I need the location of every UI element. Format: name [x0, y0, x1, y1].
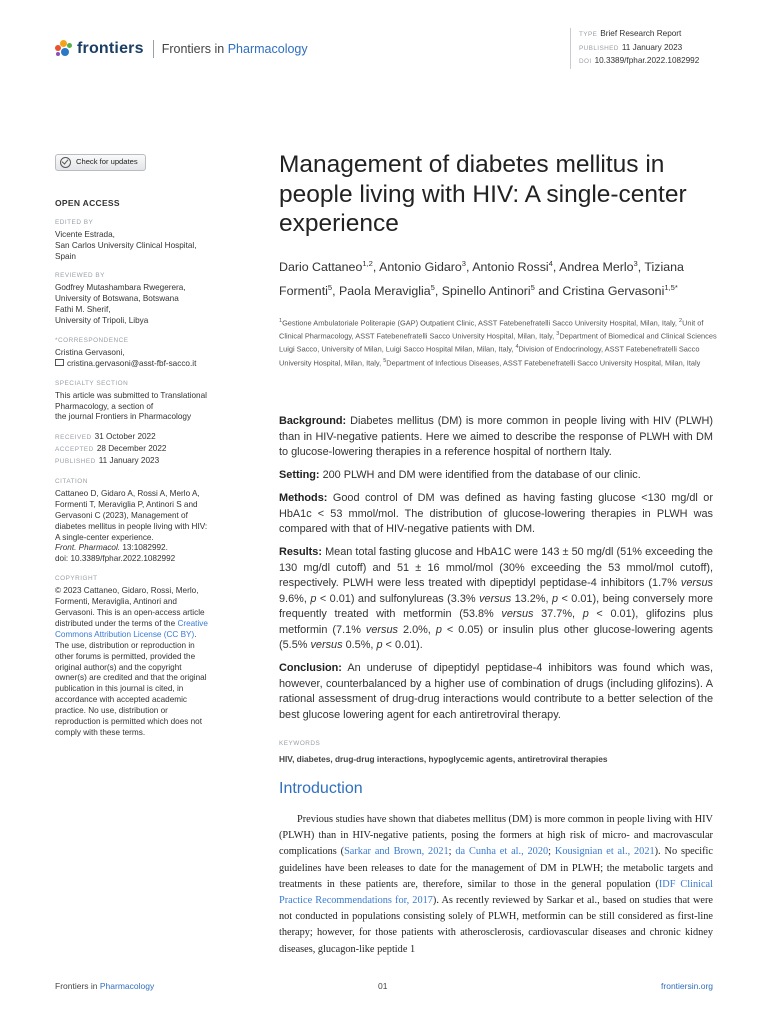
keywords-label: KEYWORDS	[279, 740, 321, 747]
abstract-methods: Methods: Good control of DM was defined as having fasting glucose <130 mg/dl or HbA1c < 53 mmol/mol. The distribution of glucose-lowering therapies in PLWH was compared with that of HIV-negative patients with DM.	[279, 492, 713, 535]
citation-doi[interactable]: doi: 10.3389/fphar.2022.1082992	[55, 554, 176, 564]
affiliation-text: Gestione Ambulatoriale Politerapie (GAP) Outpatient Clinic, ASST Fatebenefratelli Sacco University Hospital, Milan, Italy,	[282, 318, 680, 328]
frontiers-logo-icon	[55, 40, 73, 58]
section-heading-introduction: Introduction	[279, 780, 363, 797]
author-name[interactable]: Paola Meraviglia	[339, 283, 431, 298]
specialty-section: SPECIALTY SECTION This article was submitted to Translational Pharmacology, a section of the journal Frontiers in Pharmacology	[55, 379, 207, 422]
cc-license-link[interactable]: Creative	[177, 618, 208, 628]
journal-header	[55, 38, 308, 60]
article-title: Management of diabetes mellitus in people living with HIV: A single-center experience	[279, 151, 687, 237]
author-affiliation-mark: 4	[548, 259, 553, 268]
check-updates-icon	[60, 157, 71, 168]
affiliation-text: Department of Infectious Diseases, ASST Fatebenefratelli Sacco University Hospital, Milan, Italy	[386, 357, 701, 367]
author-name[interactable]: Tiziana Formenti	[279, 260, 684, 298]
keywords: HIV, diabetes, drug-drug interactions, hypoglycemic agents, antiretroviral therapies	[279, 754, 608, 764]
dates-section: RECEIVED 31 October 2022 ACCEPTED 28 December 2022 PUBLISHED 11 January 2023	[55, 432, 167, 466]
abstract	[279, 414, 713, 731]
author-affiliation-mark: 3	[461, 259, 467, 268]
article-meta: TYPE Brief Research Report PUBLISHED 11 January 2023 DOI 10.3389/fphar.2022.1082992	[570, 28, 699, 69]
open-access-label: OPEN ACCESS	[55, 197, 120, 208]
page-number: 01	[378, 981, 388, 991]
abstract-background: Background: Diabetes mellitus (DM) is more common in people living with HIV (PLWH) than in HIV-negative patients. Here we aimed to describe the response of PLWH with DM to glucose-lowering therapies in a reference hospital of northern Italy.	[279, 415, 713, 458]
citation-section: CITATION Cattaneo D, Gidaro A, Rossi A, Merlo A, Formenti T, Meraviglia P, Antinori S and Gervasoni C (2023), Management of diabetes mellitus in people living with HIV: A single-center experience. Front. Pharmacol. 13:1082992. doi: 10.3389/fphar.2022.1082992	[55, 477, 233, 565]
author-name[interactable]: Antonio Rossi	[472, 260, 549, 275]
author-name[interactable]: Dario Cattaneo	[279, 260, 363, 275]
author-affiliation-mark: 3	[633, 259, 638, 268]
reference-link[interactable]: IDF Clinical Practice Recommendations for, 2017	[279, 878, 713, 907]
affiliations: $^1$Gestione Ambulatoriale Politerapie (GAP) Outpatient Clinic, ASST Fatebenefratelli Sacco University Hospital, Milan, Italy, $^2$Unit of Clinical Pharmacology, ASST Fatebenefratelli Sacco University Hospital, Milan, Italy, $^3$Department of Biomedical and Clinical Sciences Luigi Sacco, University of Milan, Luigi Sacco Hospital Milan, Milan, Italy, $^4$Division of Endocrinology, ASST Fatebenefratelli Sacco University Hospital, Milan, Italy, $^5$Department of Infectious Diseases, ASST Fatebenefratelli Sacco University Hospital, Milan, Italy	[279, 318, 717, 367]
author-name[interactable]: Cristina Gervasoni	[562, 283, 665, 298]
reference-link[interactable]: Kousignian et al., 2021	[554, 846, 655, 858]
correspondence-email[interactable]: cristina.gervasoni@asst-fbf-sacco.it	[67, 358, 197, 368]
journal-title[interactable]: Frontiers in Pharmacology	[161, 42, 308, 56]
brand-name[interactable]: frontiers	[77, 40, 144, 57]
footer-site-link[interactable]: frontiersin.org	[661, 981, 713, 991]
footer-journal[interactable]: Frontiers in Pharmacology	[55, 981, 155, 991]
copyright-section: COPYRIGHT © 2023 Cattaneo, Gidaro, Rossi, Merlo, Formenti, Meraviglia, Antinori and Gervasoni. This is an open-access article distributed under the terms of the Creative Commons Attribution License (CC BY). The use, distribution or reproduction in other forums is permitted, provided the original author(s) and the copyright owner(s) are credited and that the original publication in this journal is cited, in accordance with accepted academic practice. No use, distribution or reproduction is permitted which does not comply with these terms.	[55, 575, 208, 737]
author-affiliation-mark: 5	[430, 282, 435, 292]
reference-link[interactable]: da Cunha et al., 2020	[455, 846, 549, 858]
header-divider	[153, 40, 154, 58]
doi-link[interactable]: 10.3389/fphar.2022.1082992	[594, 56, 700, 65]
cc-license-link-2[interactable]: Commons Attribution License (CC BY)	[55, 629, 195, 639]
sidebar	[55, 154, 233, 739]
author-affiliation-mark: 5	[327, 282, 333, 292]
published-date: 11 January 2023	[621, 42, 683, 52]
author-name[interactable]: Antonio Gidaro	[379, 260, 462, 275]
mail-icon	[55, 359, 64, 366]
correspondence-section: *CORRESPONDENCE Cristina Gervasoni, cristina.gervasoni@asst-fbf-sacco.it	[55, 336, 197, 368]
affiliation-text: Unit of Clinical Pharmacology, ASST Fatebenefratelli Sacco University Hospital, Milan, Italy,	[279, 318, 704, 341]
author-affiliation-mark: 1,5*	[664, 282, 678, 292]
introduction-body: Previous studies have shown that diabetes mellitus (DM) is more common in people living with HIV (PLWH) than in HIV-negative patients, posing the formers at high risk of micro- and macrovascular complications (Sarkar and Brown, 2021; da Cunha et al., 2020; Kousignian et al., 2021). No specific guidelines have been releases to date for the management of DM in PLWH; the metabolic targets and treatments in these patients are, therefore, similar to those in the general population (IDF Clinical Practice Recommendations for, 2017). As recently reviewed by Sarkar et al., based on studies that were not conducted in populations consisting solely of PLWH, metformin can be still considered as first-line therapy; however, for those patients with atherosclerosis, cardiovascular diseases and chronic kidney diseases, glucagon-like peptide 1	[279, 814, 714, 955]
affiliation-text: Department of Biomedical and Clinical Sciences Luigi Sacco, University of Milan, Luigi Sacco Hospital Milan, Milan, Italy,	[279, 331, 717, 354]
author-affiliation-mark: 1,2	[362, 259, 373, 268]
article-type: Brief Research Report	[600, 29, 682, 38]
author-affiliation-mark: 5	[530, 282, 535, 292]
reference-link[interactable]: Sarkar and Brown, 2021	[344, 846, 449, 858]
edited-by-section: EDITED BY Vicente Estrada, San Carlos University Clinical Hospital, Spain	[55, 218, 197, 261]
affiliation-text: Division of Endocrinology, ASST Fatebenefratelli Sacco University Hospital, Milan, Italy,	[279, 344, 700, 367]
abstract-conclusion: Conclusion: An underuse of dipeptidyl peptidase-4 inhibitors was found which was, however, counterbalanced by a higher use of combination of drugs (including glifozins). A rational assessment of drug-drug interactions would contribute to a better selection of the best glucose lowering agent for each antiretroviral therapy.	[279, 662, 713, 721]
author-name[interactable]: Spinello Antinori	[441, 283, 531, 298]
author-name[interactable]: Andrea Merlo	[559, 260, 634, 275]
author-list: Dario Cattaneo$^{1,2}$, Antonio Gidaro$^3$, Antonio Rossi$^4$, Andrea Merlo$^3$, Tiziana Formenti$^5$, Paola Meraviglia$^5$, Spinello Antinori$^5$ and Cristina Gervasoni$^{1,5*}$	[279, 259, 684, 298]
abstract-setting: Setting: 200 PLWH and DM were identified from the database of our clinic.	[279, 469, 641, 481]
reviewed-by-section: REVIEWED BY Godfrey Mutashambara Rwegerera, University of Botswana, Botswana Fathi M. Sherif, University of Tripoli, Libya	[55, 272, 186, 326]
check-for-updates-button[interactable]: Check for updates	[55, 154, 146, 171]
abstract-results: Results: Mean total fasting glucose and HbA1C were 143 ± 50 mg/dl (51% exceeding the 130 mg/dl cutoff) and 51 ± 16 mmol/mol (30% exceeding the 53 mmol/mol cutoff), respectively. PLWH were less treated with dipeptidyl peptidase-4 inhibitors (1.7% versus 9.6%, p < 0.01) and sulfonylureas (3.3% versus 13.2%, p < 0.01), being conversely more frequently treated with metformin (53.8% versus 37.7%, p < 0.01), glifozins plus metformin (7.1% versus 2.0%, p < 0.05) or insulin plus other glucose-lowering agents (5.5% versus 0.5%, p < 0.01).	[279, 546, 713, 651]
